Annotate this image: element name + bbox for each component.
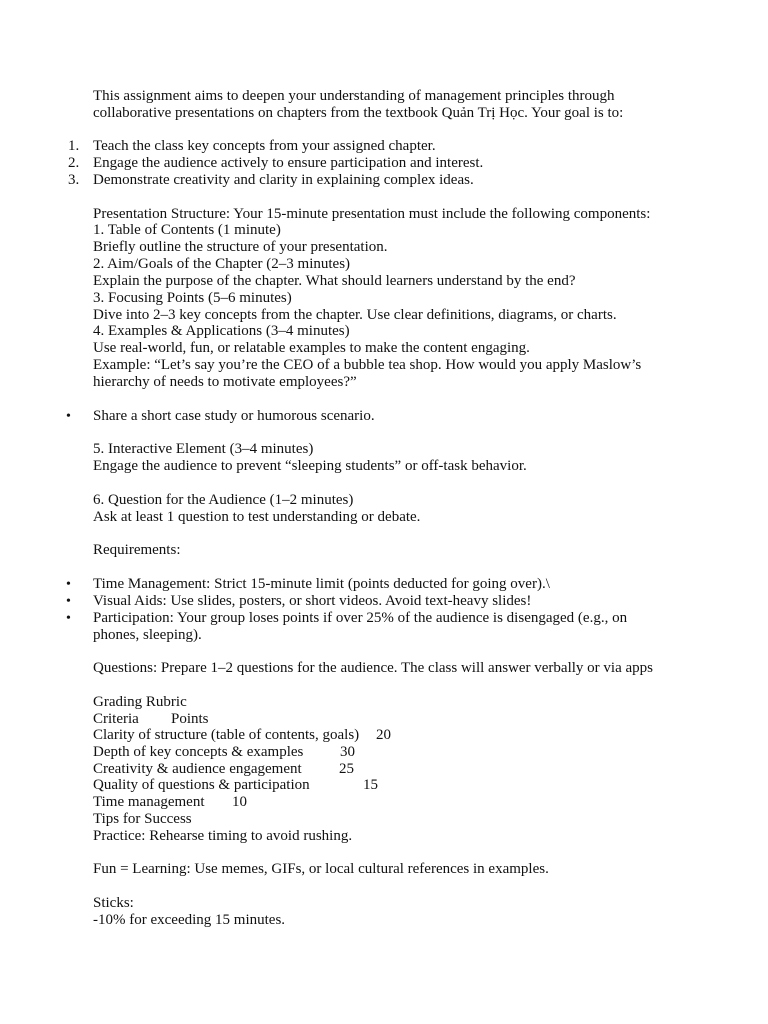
structure-line: hierarchy of needs to motivate employees?” (93, 374, 357, 390)
sticks-text: -10% for exceeding 15 minutes. (93, 912, 286, 928)
goal-item-2: Engage the audience actively to ensure participation and interest. (93, 155, 484, 171)
bullet-case-study: Share a short case study or humorous scenario. (93, 408, 375, 424)
goal-number-1: 1. (68, 138, 80, 154)
rubric-row-points: 10 (232, 794, 247, 810)
goal-number-2: 2. (68, 155, 80, 171)
fun-note: Fun = Learning: Use memes, GIFs, or local cultural references in examples. (93, 861, 549, 877)
structure-heading: Presentation Structure: Your 15-minute presentation must include the following components: (93, 206, 651, 222)
rubric-row-criteria: Creativity & audience engagement (93, 761, 302, 777)
requirement-item: Time Management: Strict 15-minute limit (points deducted for going over).\ (93, 576, 550, 592)
interactive-heading: 5. Interactive Element (3–4 minutes) (93, 441, 314, 457)
rubric-row-points: 15 (363, 777, 378, 793)
structure-line: Briefly outline the structure of your presentation. (93, 239, 388, 255)
bullet-icon: • (66, 594, 71, 609)
rubric-row-criteria: Depth of key concepts & examples (93, 744, 304, 760)
rubric-row-criteria: Clarity of structure (table of contents, goals) (93, 727, 360, 743)
intro-line-2: collaborative presentations on chapters from the textbook Quản Trị Học. Your goal is to: (93, 105, 624, 121)
question-heading: 6. Question for the Audience (1–2 minutes) (93, 492, 354, 508)
requirement-item: Participation: Your group loses points if over 25% of the audience is disengaged (e.g., on (93, 610, 628, 626)
structure-line: 3. Focusing Points (5–6 minutes) (93, 290, 292, 306)
requirements-heading: Requirements: (93, 542, 181, 558)
structure-line: 1. Table of Contents (1 minute) (93, 222, 281, 238)
structure-line: Use real-world, fun, or relatable examples to make the content engaging. (93, 340, 530, 356)
rubric-col-points: Points (171, 711, 209, 727)
rubric-heading: Grading Rubric (93, 694, 187, 710)
rubric-row-points: 25 (339, 761, 354, 777)
structure-line: 2. Aim/Goals of the Chapter (2–3 minutes) (93, 256, 351, 272)
question-text: Ask at least 1 question to test understanding or debate. (93, 509, 421, 525)
bullet-icon: • (66, 577, 71, 592)
goal-number-3: 3. (68, 172, 80, 188)
questions-note: Questions: Prepare 1–2 questions for the audience. The class will answer verbally or via apps (93, 660, 653, 676)
structure-line: 4. Examples & Applications (3–4 minutes) (93, 323, 350, 339)
requirement-item-continued: phones, sleeping). (93, 627, 202, 643)
goal-item-3: Demonstrate creativity and clarity in explaining complex ideas. (93, 172, 474, 188)
intro-line-1: This assignment aims to deepen your understanding of management principles through (93, 88, 615, 104)
bullet-icon: • (66, 409, 71, 424)
rubric-row-criteria: Quality of questions & participation (93, 777, 310, 793)
goal-item-1: Teach the class key concepts from your assigned chapter. (93, 138, 436, 154)
interactive-text: Engage the audience to prevent “sleeping students” or off-task behavior. (93, 458, 527, 474)
structure-line: Example: “Let’s say you’re the CEO of a bubble tea shop. How would you apply Maslow’s (93, 357, 642, 373)
rubric-row-criteria: Time management (93, 794, 205, 810)
rubric-row-points: 30 (340, 744, 355, 760)
tips-heading: Tips for Success (93, 811, 192, 827)
structure-line: Dive into 2–3 key concepts from the chapter. Use clear definitions, diagrams, or charts. (93, 307, 617, 323)
rubric-row-points: 20 (376, 727, 391, 743)
rubric-col-criteria: Criteria (93, 711, 139, 727)
sticks-heading: Sticks: (93, 895, 134, 911)
requirement-item: Visual Aids: Use slides, posters, or short videos. Avoid text-heavy slides! (93, 593, 532, 609)
structure-line: Explain the purpose of the chapter. What should learners understand by the end? (93, 273, 576, 289)
bullet-icon: • (66, 611, 71, 626)
tips-text: Practice: Rehearse timing to avoid rushing. (93, 828, 353, 844)
